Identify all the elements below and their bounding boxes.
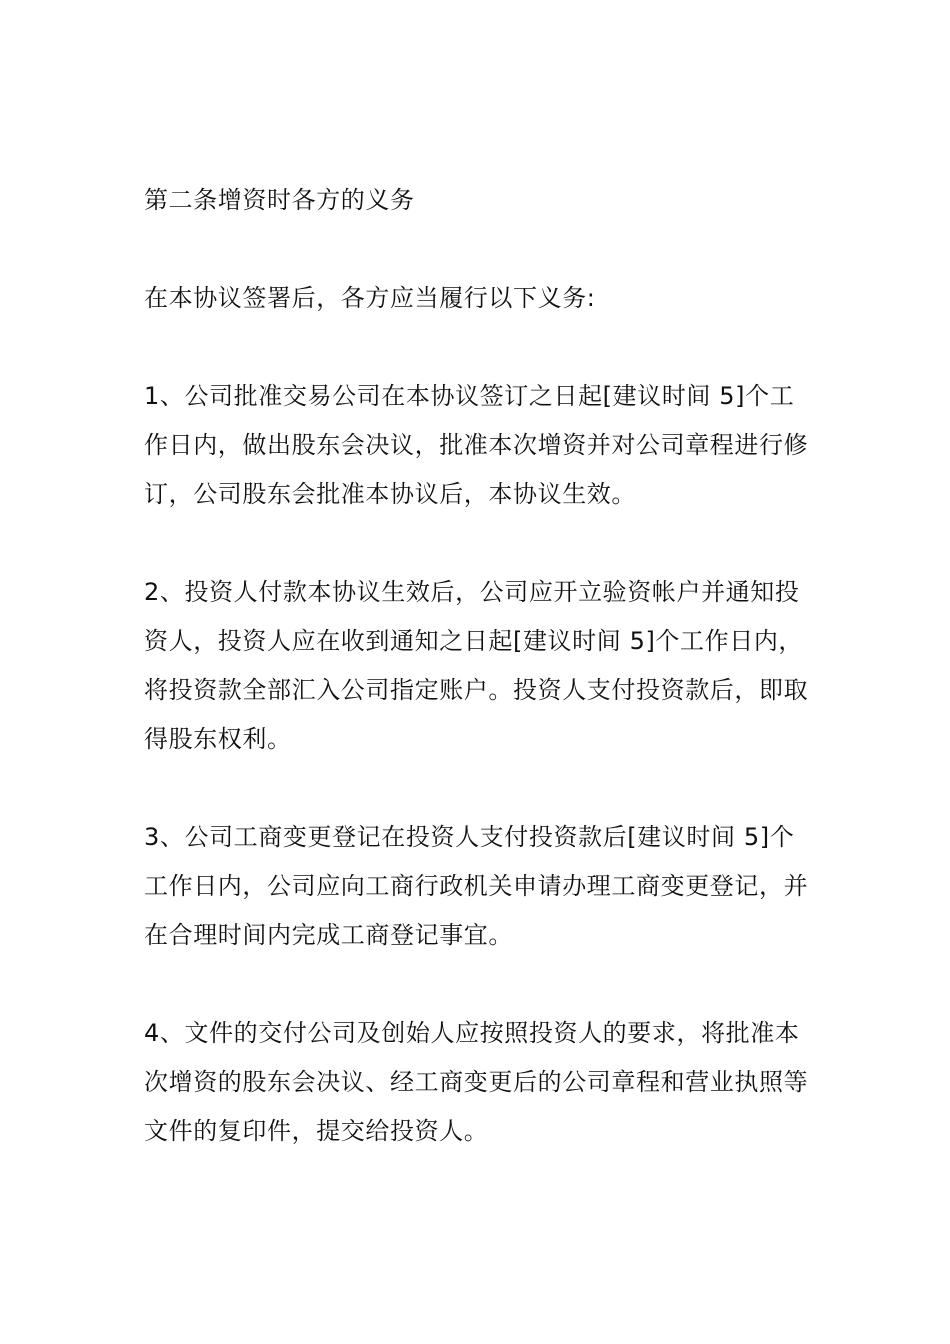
section-heading: 第二条增资时各方的义务 xyxy=(144,186,415,214)
obligation-item-2: 2、投资人付款本协议生效后，公司应开立验资帐户并通知投资人，投资人应在收到通知之日起[建议时间 5]个工作日内，将投资款全部汇入公司指定账户。投资人支付投资款后，即取得股东权利。 xyxy=(144,578,809,753)
obligation-item-1: 1、公司批准交易公司在本协议签订之日起[建议时间 5]个工作日内，做出股东会决议，批准本次增资并对公司章程进行修订，公司股东会批准本协议后，本协议生效。 xyxy=(144,382,809,508)
document-body xyxy=(144,176,812,1156)
obligation-item-3: 3、公司工商变更登记在投资人支付投资款后[建议时间 5]个工作日内，公司应向工商行政机关申请办理工商变更登记，并在合理时间内完成工商登记事宜。 xyxy=(144,823,809,949)
intro-paragraph: 在本协议签署后，各方应当履行以下义务: xyxy=(144,284,596,312)
obligation-item-4: 4、文件的交付公司及创始人应按照投资人的要求，将批准本次增资的股东会决议、经工商变更后的公司章程和营业执照等文件的复印件，提交给投资人。 xyxy=(144,1019,809,1145)
